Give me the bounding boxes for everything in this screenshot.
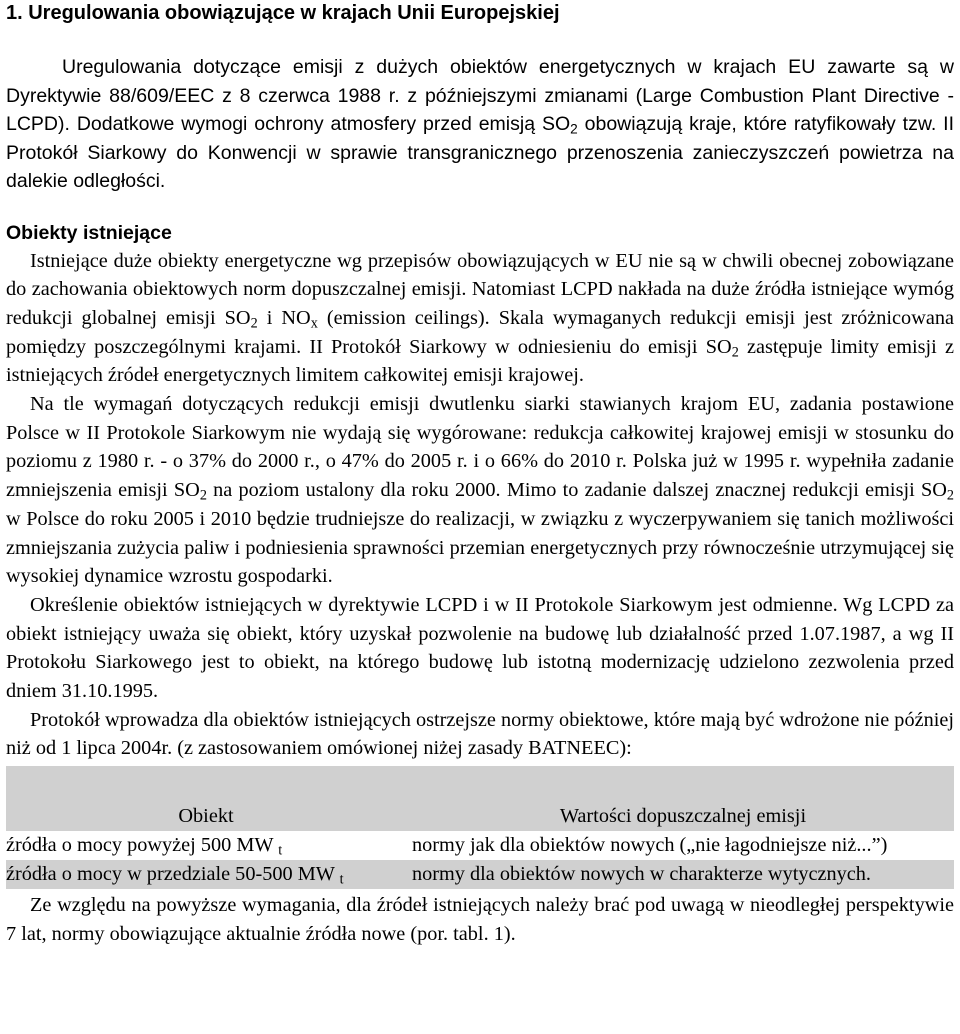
p1-text-c: (emission ceilings). Skala wymaganych redukcji emisji jest zróżnicowana pomiędzy poszczególnymi krajami. II Protokół Siarkowy w odniesieniu do emisji SO	[6, 306, 954, 358]
p1-text-d: zastępuje limity emisji z istniejących źródeł energetycznych limitem całkowitej emisji krajowej.	[6, 335, 955, 387]
p1-sub-1: 2	[250, 315, 258, 332]
table-header-values: Wartości dopuszczalnej emisji	[559, 805, 807, 828]
table-header-object: Obiekt	[178, 805, 234, 828]
emission-table	[6, 766, 954, 889]
closing-paragraph: Ze względu na powyższe wymagania, dla źródeł istniejących należy brać pod uwagą w nieodległej perspektywie 7 lat, normy obowiązujące aktualnie źródła nowe (por. tabl. 1).	[6, 894, 954, 946]
section-heading: 1. Uregulowania obowiązujące w krajach Unii Europejskiej	[6, 2, 560, 24]
p2-sub-2: 2	[946, 487, 954, 504]
paragraph-poland-requirements	[6, 390, 954, 591]
table-cell-object: źródła o mocy powyżej 500 MW $_t$	[6, 834, 283, 859]
table-row	[6, 831, 954, 860]
table-cell-object: źródła o mocy w przedziale 50-500 MW $_t$	[6, 863, 344, 888]
p1-text-a: Istniejące duże obiekty energetyczne wg przepisów obowiązujących w EU nie są w chwili obecnej zobowiązane do zachowania obiektowych norm dopuszczalnej emisji. Natomiast LCPD nakłada na duże źródła istniejące wymóg redukcji globalnej emisji SO	[6, 249, 954, 329]
p2-text-b: na poziom ustalony dla roku 2000. Mimo to zadanie dalszej znacznej redukcji emisji SO	[206, 479, 947, 502]
paragraph-definition: Określenie obiektów istniejących w dyrektywie LCPD i w II Protokole Siarkowym jest odmienne. Wg LCPD za obiekt istniejący uważa się obiekt, który uzyskał pozwolenie na budowę lub działalność przed 1.07.1987, a wg II Protokołu Siarkowego jest to obiekt, na którego budowę lub istotną modernizację udzielono zezwolenia przed dniem 31.10.1995.	[6, 593, 954, 703]
intro-subscript: 2	[570, 121, 578, 137]
paragraph-protocol: Protokół wprowadza dla obiektów istniejących ostrzejsze normy obiektowe, które mają być wdrożone nie później niż od 1 lipca 2004r. (z zastosowaniem omówionej niżej zasady BATNEEC):	[6, 708, 954, 760]
table-cell-value: normy jak dla obiektów nowych („nie łagodniejsze niż...”)	[412, 834, 888, 857]
table-row	[6, 860, 954, 889]
paragraph-existing-objects	[6, 247, 954, 391]
subsection-heading: Obiekty istniejące	[6, 221, 172, 244]
p2-text-c: w Polsce do roku 2005 i 2010 będzie trudniejsze do realizacji, w związku z wyczerpywaniem się tanich możliwości zmniejszania zużycia paliw i podniesienia sprawności przemian energetycznych przy równocześnie utrzymującej się wysokiej dynamice wzrostu gospodarki.	[6, 507, 954, 588]
table-cell-value: normy dla obiektów nowych w charakterze wytycznych.	[412, 863, 871, 886]
intro-text-2: obowiązują kraje, które ratyfikowały tzw. II Protokół Siarkowy do Konwencji w sprawie transgranicznego przenoszenia zanieczyszczeń powietrza na dalekie odległości.	[6, 113, 954, 192]
table-header-row	[6, 766, 954, 831]
intro-paragraph	[6, 26, 954, 196]
p1-sub-3: 2	[731, 344, 739, 361]
intro-text-1: Uregulowania dotyczące emisji z dużych obiektów energetycznych w krajach EU zawarte są w Dyrektywie 88/609/EEC z 8 czerwca 1988 r. z późniejszymi zmianami (Large Combustion Plant Directive -LCPD). Dodatkowe wymogi ochrony atmosfery przed emisją SO	[6, 56, 954, 135]
p2-text-a: Na tle wymagań dotyczących redukcji emisji dwutlenku siarki stawianych krajom EU, zadania postawione Polsce w II Protokole Siarkowym nie wydają się wygórowane: redukcja całkowitej krajowej emisji w stosunku do poziomu z 1980 r. - o 37% do 2000 r., o 47% do 2005 r. i o 66% do 2010 r. Polska już w 1995 r. wypełniła zadanie zmniejszenia emisji SO	[6, 393, 954, 502]
p1-text-b: i NO	[257, 306, 311, 329]
p2-sub-1: 2	[199, 487, 207, 504]
p1-sub-2: x	[310, 315, 318, 332]
